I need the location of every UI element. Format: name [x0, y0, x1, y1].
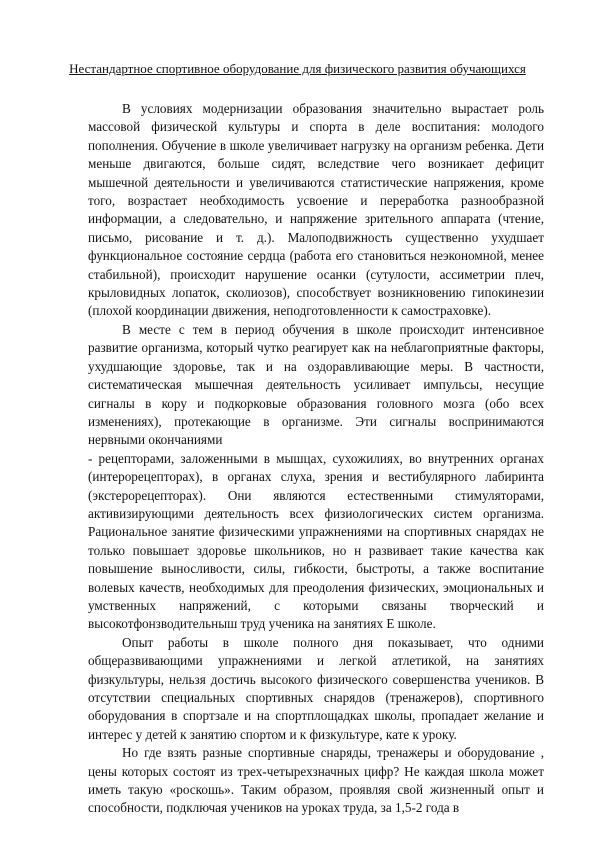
- paragraph-experience: Опыт работы в школе полного дня показывает, что одними общеразвивающими упражнениями и легкой атлетикой, на занятиях физкультуры, нельзя достичь высокого физического совершенства учеников. В отсутствии специальных спортивных снарядов (тренажеров), спортивного оборудования в спортзале и на спортплощадках школы, пропадает желание и интерес у детей к занятию спортом и к физкультуре, кате к уроку.: [88, 634, 544, 742]
- paragraph-modernization: В условиях модернизации образования значительно вырастает роль массовой физической культуры и спорта в деле воспитания: молодого пополнения. Обучение в школе увеличивает нагрузку на организм ребенка. Дети меньше двигаются, больше сидят, вследствие чего возникает дефицит мышечной деятельности и увеличиваются статистические напряжения, кроме того, возрастает необходимость усвоение и переработка разнообразной информации, а следовательно, и напряжение зрительного аппарата (чтение, письмо, рисование и т. д.). Малоподвижность существенно ухудшает функциональное состояние сердца (работа его становиться неэкономной, менее стабильной), происходит нарушение осанки (сутулости, ассиметрии плеч, крыловидных лопаток, сколиозов), способствует возникновению гипокинезии (плохой координации движения, неподготовленности к самостраховке).: [88, 101, 544, 319]
- document-title: Нестандартное спортивное оборудование для физического развития обучающихся: [69, 61, 526, 76]
- paragraph-training-period: В месте с тем в период обучения в школе происходит интенсивное развитие организма, который чутко реагирует как на неблагоприятные факторы, ухудшающие здоровье, так и на оздоравливающие меры. В частности, систематическая мышечная деятельность усиливает импульсы, несущие сигналы в кору и подкорковые образования головного мозга (обо всех изменениях), протекающие в организме. Эти сигналы воспринимаются нервными окончаниями: [88, 321, 544, 448]
- document-body: [88, 100, 544, 818]
- paragraph-receptors: - рецепторами, заложенными в мышцах, сухожилиях, во внутренних органах (интерорецепторах), в органах слуха, зрения и вестибулярного лабиринта (экстерорецепторах). Они являются естественными стимуляторами, активизирующими деятельность всех физиологических систем организма. Рациональное занятие физическими упражнениями на спортивных снарядах не только повышает здоровье школьников, но н развивает такие качества как повышение выносливости, силы, гибкости, быстроты, а также воспитание волевых качеств, необходимых для преодоления физических, эмоциональных и умственных напряжений, с которыми связаны творческий и высокотфонзводительныш труд ученика на занятиях E школе.: [88, 450, 544, 632]
- paragraph-equipment-question: Но где взять разные спортивные снаряды, тренажеры и оборудование , цены которых состоят из трех-четырехзначных цифр? Не каждая школа может иметь такую «роскошь». Таким образом, проявляя свой жизненный опыт и способности, подключая учеников на уроках труда, за 1,5-2 года в: [88, 745, 544, 816]
